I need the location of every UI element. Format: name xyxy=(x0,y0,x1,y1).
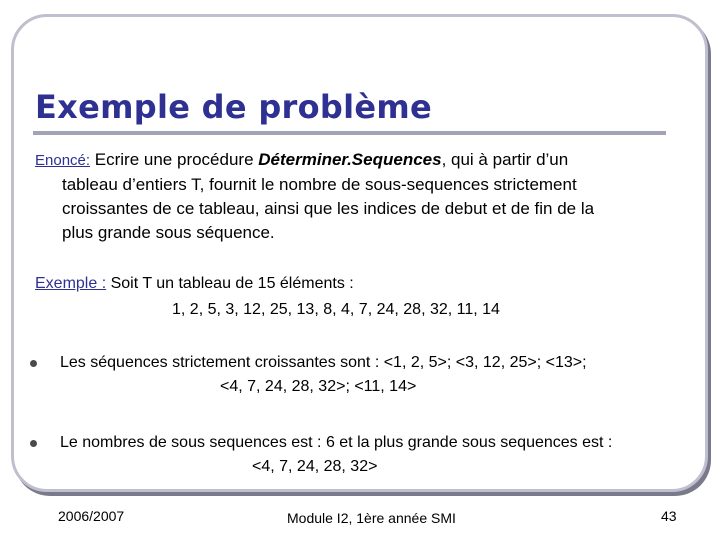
enonce-text-after: , qui à partir d’un xyxy=(441,150,569,169)
enonce-text-before: Ecrire une procédure xyxy=(94,150,259,169)
enonce-paragraph xyxy=(35,148,700,245)
bullet-dot-icon xyxy=(30,360,37,367)
bullet-1-text: Les séquences strictement croissantes sont : <1, 2, 5>; <3, 12, 25>; <13>; xyxy=(60,354,587,371)
exemple-label: Exemple : xyxy=(35,275,107,292)
enonce-line-3: croissantes de ce tableau, ainsi que les indices de debut et de fin de la xyxy=(62,199,595,218)
exemple-line xyxy=(35,273,354,295)
footer-module: Module I2, 1ère année SMI xyxy=(287,510,456,526)
title-divider xyxy=(33,131,666,135)
bullet-2-continuation: <4, 7, 24, 28, 32> xyxy=(252,458,378,475)
footer-page-number: 43 xyxy=(661,508,677,524)
enonce-label: Enoncé: xyxy=(35,152,91,169)
slide-title: Exemple de problème xyxy=(35,88,433,126)
slide-frame xyxy=(11,14,708,492)
array-sequence: 1, 2, 5, 3, 12, 25, 13, 8, 4, 7, 24, 28, 32, 11, 14 xyxy=(172,301,500,318)
bullet-2-text: Le nombres de sous sequences est : 6 et la plus grande sous sequences est : xyxy=(60,434,613,451)
function-name: Déterminer.Sequences xyxy=(258,150,442,169)
footer-date: 2006/2007 xyxy=(58,508,125,524)
enonce-line-1 xyxy=(35,148,700,173)
bullet-1-continuation: <4, 7, 24, 28, 32>; <11, 14> xyxy=(220,378,417,395)
bullet-dot-icon xyxy=(30,440,37,447)
enonce-line-2: tableau d’entiers T, fournit le nombre de sous-sequences strictement xyxy=(62,175,577,194)
exemple-text: Soit T un tableau de 15 éléments : xyxy=(106,275,354,292)
enonce-line-4: plus grande sous séquence. xyxy=(62,223,275,242)
